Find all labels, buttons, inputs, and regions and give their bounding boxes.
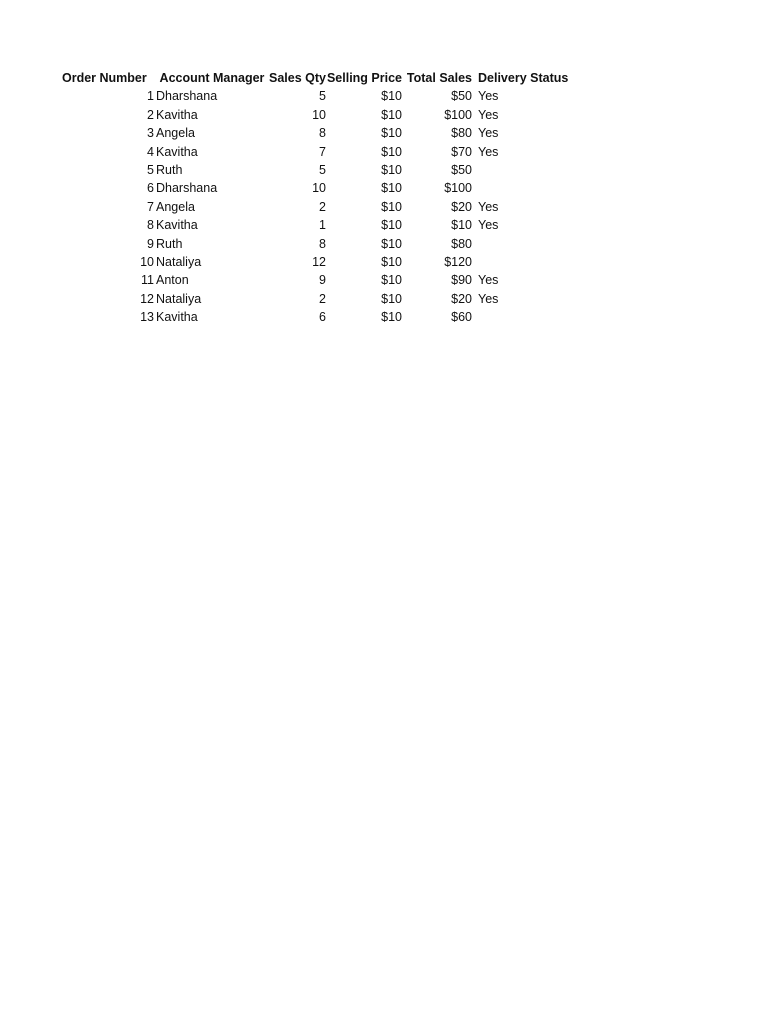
cell-order-number[interactable]: 6 [147, 181, 154, 196]
cell-account-manager[interactable]: Angela [156, 126, 195, 141]
cell-selling-price[interactable]: $10 [381, 107, 402, 122]
cell-delivery-status[interactable]: Yes [478, 107, 499, 122]
table-row [62, 253, 574, 271]
cell-account-manager[interactable]: Nataliya [156, 255, 202, 270]
cell-selling-price[interactable]: $10 [381, 255, 402, 270]
cell-account-manager[interactable]: Ruth [156, 236, 183, 251]
cell-account-manager[interactable]: Nataliya [156, 291, 202, 306]
cell-total-sales[interactable]: $100 [444, 107, 472, 122]
cell-sales-qty[interactable]: 6 [319, 310, 326, 325]
header-order-number[interactable]: Order Number [62, 71, 147, 85]
table-row [62, 124, 574, 142]
cell-selling-price[interactable]: $10 [381, 144, 402, 159]
cell-selling-price[interactable]: $10 [381, 291, 402, 306]
cell-total-sales[interactable]: $70 [451, 144, 472, 159]
cell-sales-qty[interactable]: 8 [319, 126, 326, 141]
table-body [62, 87, 574, 326]
cell-delivery-status[interactable]: Yes [478, 126, 499, 141]
cell-account-manager[interactable]: Kavitha [156, 144, 198, 159]
cell-selling-price[interactable]: $10 [381, 126, 402, 141]
cell-sales-qty[interactable]: 9 [319, 273, 326, 288]
cell-total-sales[interactable]: $80 [451, 126, 472, 141]
cell-sales-qty[interactable]: 10 [312, 107, 326, 122]
cell-order-number[interactable]: 1 [147, 89, 154, 104]
cell-account-manager[interactable]: Kavitha [156, 107, 198, 122]
cell-order-number[interactable]: 8 [147, 218, 154, 233]
cell-account-manager[interactable]: Kavitha [156, 218, 198, 233]
cell-total-sales[interactable]: $20 [451, 291, 472, 306]
table-row [62, 198, 574, 216]
cell-delivery-status[interactable]: Yes [478, 218, 499, 233]
cell-total-sales[interactable]: $60 [451, 310, 472, 325]
cell-order-number[interactable]: 10 [140, 255, 154, 270]
table-row [62, 106, 574, 124]
cell-selling-price[interactable]: $10 [381, 163, 402, 178]
cell-selling-price[interactable]: $10 [381, 89, 402, 104]
header-total-sales[interactable]: Total Sales [406, 71, 472, 85]
cell-sales-qty[interactable]: 2 [319, 199, 326, 214]
cell-account-manager[interactable]: Kavitha [156, 310, 198, 325]
cell-delivery-status[interactable] [472, 235, 574, 253]
cell-sales-qty[interactable]: 8 [319, 236, 326, 251]
cell-account-manager[interactable]: Dharshana [156, 89, 218, 104]
table-row [62, 143, 574, 161]
cell-account-manager[interactable]: Anton [156, 273, 189, 288]
cell-selling-price[interactable]: $10 [381, 273, 402, 288]
cell-order-number[interactable]: 12 [140, 291, 154, 306]
cell-order-number[interactable]: 5 [147, 163, 154, 178]
cell-total-sales[interactable]: $90 [451, 273, 472, 288]
cell-sales-qty[interactable]: 5 [319, 163, 326, 178]
cell-account-manager[interactable]: Dharshana [156, 181, 218, 196]
table-row [62, 290, 574, 308]
cell-delivery-status[interactable]: Yes [478, 291, 499, 306]
cell-sales-qty[interactable]: 5 [319, 89, 326, 104]
table-row [62, 161, 574, 179]
cell-order-number[interactable]: 11 [141, 273, 154, 288]
cell-account-manager[interactable]: Ruth [156, 163, 183, 178]
cell-delivery-status[interactable]: Yes [478, 89, 499, 104]
table-row [62, 216, 574, 234]
cell-delivery-status[interactable]: Yes [478, 199, 499, 214]
sales-table [62, 69, 574, 327]
table-row [62, 308, 574, 326]
cell-delivery-status[interactable]: Yes [478, 273, 499, 288]
header-sales-qty[interactable]: Sales Qty [269, 71, 326, 85]
cell-selling-price[interactable]: $10 [381, 181, 402, 196]
cell-order-number[interactable]: 4 [147, 144, 154, 159]
table-row [62, 235, 574, 253]
cell-order-number[interactable]: 7 [147, 199, 154, 214]
cell-delivery-status[interactable] [472, 308, 574, 326]
cell-selling-price[interactable]: $10 [381, 310, 402, 325]
cell-sales-qty[interactable]: 10 [312, 181, 326, 196]
cell-total-sales[interactable]: $80 [451, 236, 472, 251]
table-row [62, 271, 574, 289]
cell-total-sales[interactable]: $100 [444, 181, 472, 196]
cell-order-number[interactable]: 2 [147, 107, 154, 122]
cell-order-number[interactable]: 9 [147, 236, 154, 251]
cell-total-sales[interactable]: $50 [451, 163, 472, 178]
cell-selling-price[interactable]: $10 [381, 199, 402, 214]
header-row [62, 69, 574, 87]
header-delivery-status[interactable]: Delivery Status [478, 71, 569, 85]
cell-total-sales[interactable]: $10 [451, 218, 472, 233]
header-account-manager[interactable]: Account Manager [159, 71, 265, 85]
table-row [62, 87, 574, 105]
cell-order-number[interactable]: 13 [140, 310, 154, 325]
header-selling-price[interactable]: Selling Price [326, 71, 402, 85]
cell-delivery-status[interactable]: Yes [478, 144, 499, 159]
cell-total-sales[interactable]: $50 [451, 89, 472, 104]
table-row [62, 179, 574, 197]
cell-order-number[interactable]: 3 [147, 126, 154, 141]
cell-selling-price[interactable]: $10 [381, 236, 402, 251]
cell-delivery-status[interactable] [472, 161, 574, 179]
cell-account-manager[interactable]: Angela [156, 199, 195, 214]
cell-sales-qty[interactable]: 12 [312, 255, 326, 270]
cell-sales-qty[interactable]: 7 [319, 144, 326, 159]
cell-sales-qty[interactable]: 1 [319, 218, 326, 233]
cell-delivery-status[interactable] [472, 179, 574, 197]
cell-selling-price[interactable]: $10 [381, 218, 402, 233]
cell-total-sales[interactable]: $20 [451, 199, 472, 214]
cell-total-sales[interactable]: $120 [444, 255, 472, 270]
cell-sales-qty[interactable]: 2 [319, 291, 326, 306]
cell-delivery-status[interactable] [472, 253, 574, 271]
